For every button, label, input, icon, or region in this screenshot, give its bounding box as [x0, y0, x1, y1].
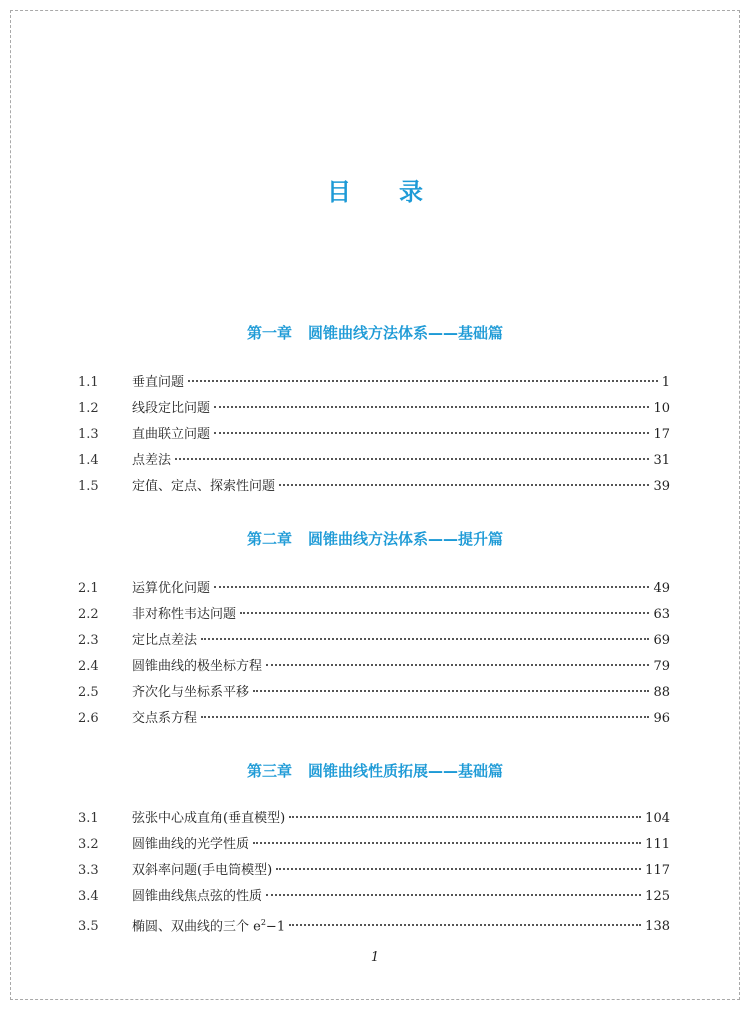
- dot-leader: [240, 612, 649, 614]
- chapter-heading-1: [0, 322, 750, 343]
- section-label: 圆锥曲线的极坐标方程: [132, 659, 263, 674]
- chapter-number: 第二章: [246, 530, 292, 548]
- page-number: 17: [653, 427, 670, 442]
- section-number: 1.1: [78, 375, 99, 390]
- folio-page-number: 1: [370, 950, 380, 965]
- dot-leader: [253, 690, 649, 692]
- page-number: 63: [653, 607, 670, 622]
- section-number: 1.3: [78, 427, 99, 442]
- toc-entry[interactable]: [78, 809, 670, 829]
- section-number: 2.3: [78, 633, 99, 648]
- dot-leader: [201, 716, 649, 718]
- section-number: 3.4: [78, 889, 99, 904]
- section-number: 1.4: [78, 453, 99, 468]
- section-label: 运算优化问题: [132, 581, 211, 596]
- dot-leader: [175, 458, 649, 460]
- page-number: 49: [653, 581, 670, 596]
- section-label: 圆锥曲线焦点弦的性质: [132, 889, 263, 904]
- page-number: 111: [645, 837, 670, 852]
- section-label: 双斜率问题(手电筒模型): [132, 863, 273, 878]
- toc-entry[interactable]: [78, 861, 670, 881]
- page-number: 88: [653, 685, 670, 700]
- toc-entry[interactable]: [78, 887, 670, 907]
- page-number: 10: [653, 401, 670, 416]
- page-title: [0, 172, 750, 207]
- chapter-heading-2: [0, 528, 750, 549]
- section-label: 定值、定点、探索性问题: [132, 479, 276, 494]
- page-number: 138: [645, 919, 670, 935]
- page-number: 31: [653, 453, 670, 468]
- exponent: 2: [260, 918, 266, 927]
- title-char-1: 目: [327, 178, 351, 206]
- section-number: 3.1: [78, 811, 99, 826]
- section-label: 定比点差法: [132, 633, 198, 648]
- page-number: 69: [653, 633, 670, 648]
- dot-leader: [266, 894, 641, 896]
- toc-entry[interactable]: [78, 579, 670, 599]
- chapter-heading-3: [0, 760, 750, 781]
- section-label: 交点系方程: [132, 711, 198, 726]
- toc-entry[interactable]: [78, 631, 670, 651]
- dot-leader: [266, 664, 649, 666]
- toc-entry[interactable]: [78, 477, 670, 497]
- section-number: 2.2: [78, 607, 99, 622]
- page-number: 1: [661, 375, 670, 390]
- page-number: 79: [653, 659, 670, 674]
- chapter-number: 第一章: [246, 324, 292, 342]
- dot-leader: [253, 842, 641, 844]
- page-number: 96: [653, 711, 670, 726]
- section-number: 3.3: [78, 863, 99, 878]
- dot-leader: [289, 924, 641, 926]
- chapter-title: 圆锥曲线性质拓展——基础篇: [308, 762, 504, 780]
- section-label-tail: −1: [265, 919, 286, 935]
- section-label: 点差法: [132, 453, 172, 468]
- title-char-2: 录: [399, 178, 423, 206]
- section-label: 垂直问题: [132, 375, 185, 390]
- dot-leader: [214, 406, 649, 408]
- section-number: 3.2: [78, 837, 99, 852]
- toc-entry[interactable]: [78, 835, 670, 855]
- page-number: 117: [645, 863, 670, 878]
- section-number: 1.2: [78, 401, 99, 416]
- section-number: 3.5: [78, 919, 99, 935]
- dot-leader: [188, 380, 658, 382]
- section-label: 圆锥曲线的光学性质: [132, 837, 250, 852]
- section-label-text: 椭圆、双曲线的三个 e: [132, 919, 261, 935]
- page-number: 39: [653, 479, 670, 494]
- section-label: 弦张中心成直角(垂直模型): [132, 811, 286, 826]
- section-label: 非对称性韦达问题: [132, 607, 237, 622]
- dot-leader: [214, 586, 649, 588]
- chapter-number: 第三章: [246, 762, 292, 780]
- section-number: 2.6: [78, 711, 99, 726]
- page-number: 125: [645, 889, 670, 904]
- chapter-title: 圆锥曲线方法体系——基础篇: [308, 324, 504, 342]
- section-number: 2.5: [78, 685, 99, 700]
- chapter-title: 圆锥曲线方法体系——提升篇: [308, 530, 504, 548]
- section-number: 1.5: [78, 479, 99, 494]
- toc-entry[interactable]: [78, 373, 670, 393]
- toc-entry[interactable]: [78, 683, 670, 703]
- toc-entry[interactable]: [78, 709, 670, 729]
- section-label: 线段定比问题: [132, 401, 211, 416]
- dot-leader: [289, 816, 641, 818]
- section-number: 2.1: [78, 581, 99, 596]
- toc-entry[interactable]: [78, 399, 670, 419]
- section-number: 2.4: [78, 659, 99, 674]
- dot-leader: [201, 638, 649, 640]
- toc-entry[interactable]: [78, 657, 670, 677]
- page-number: 104: [645, 811, 670, 826]
- toc-entry[interactable]: [78, 913, 670, 933]
- toc-entry[interactable]: [78, 451, 670, 471]
- dot-leader: [279, 484, 649, 486]
- dot-leader: [214, 432, 649, 434]
- section-label: 直曲联立问题: [132, 427, 211, 442]
- toc-entry[interactable]: [78, 605, 670, 625]
- toc-entry[interactable]: [78, 425, 670, 445]
- dot-leader: [276, 868, 641, 870]
- section-label: [132, 913, 285, 937]
- section-label: 齐次化与坐标系平移: [132, 685, 250, 700]
